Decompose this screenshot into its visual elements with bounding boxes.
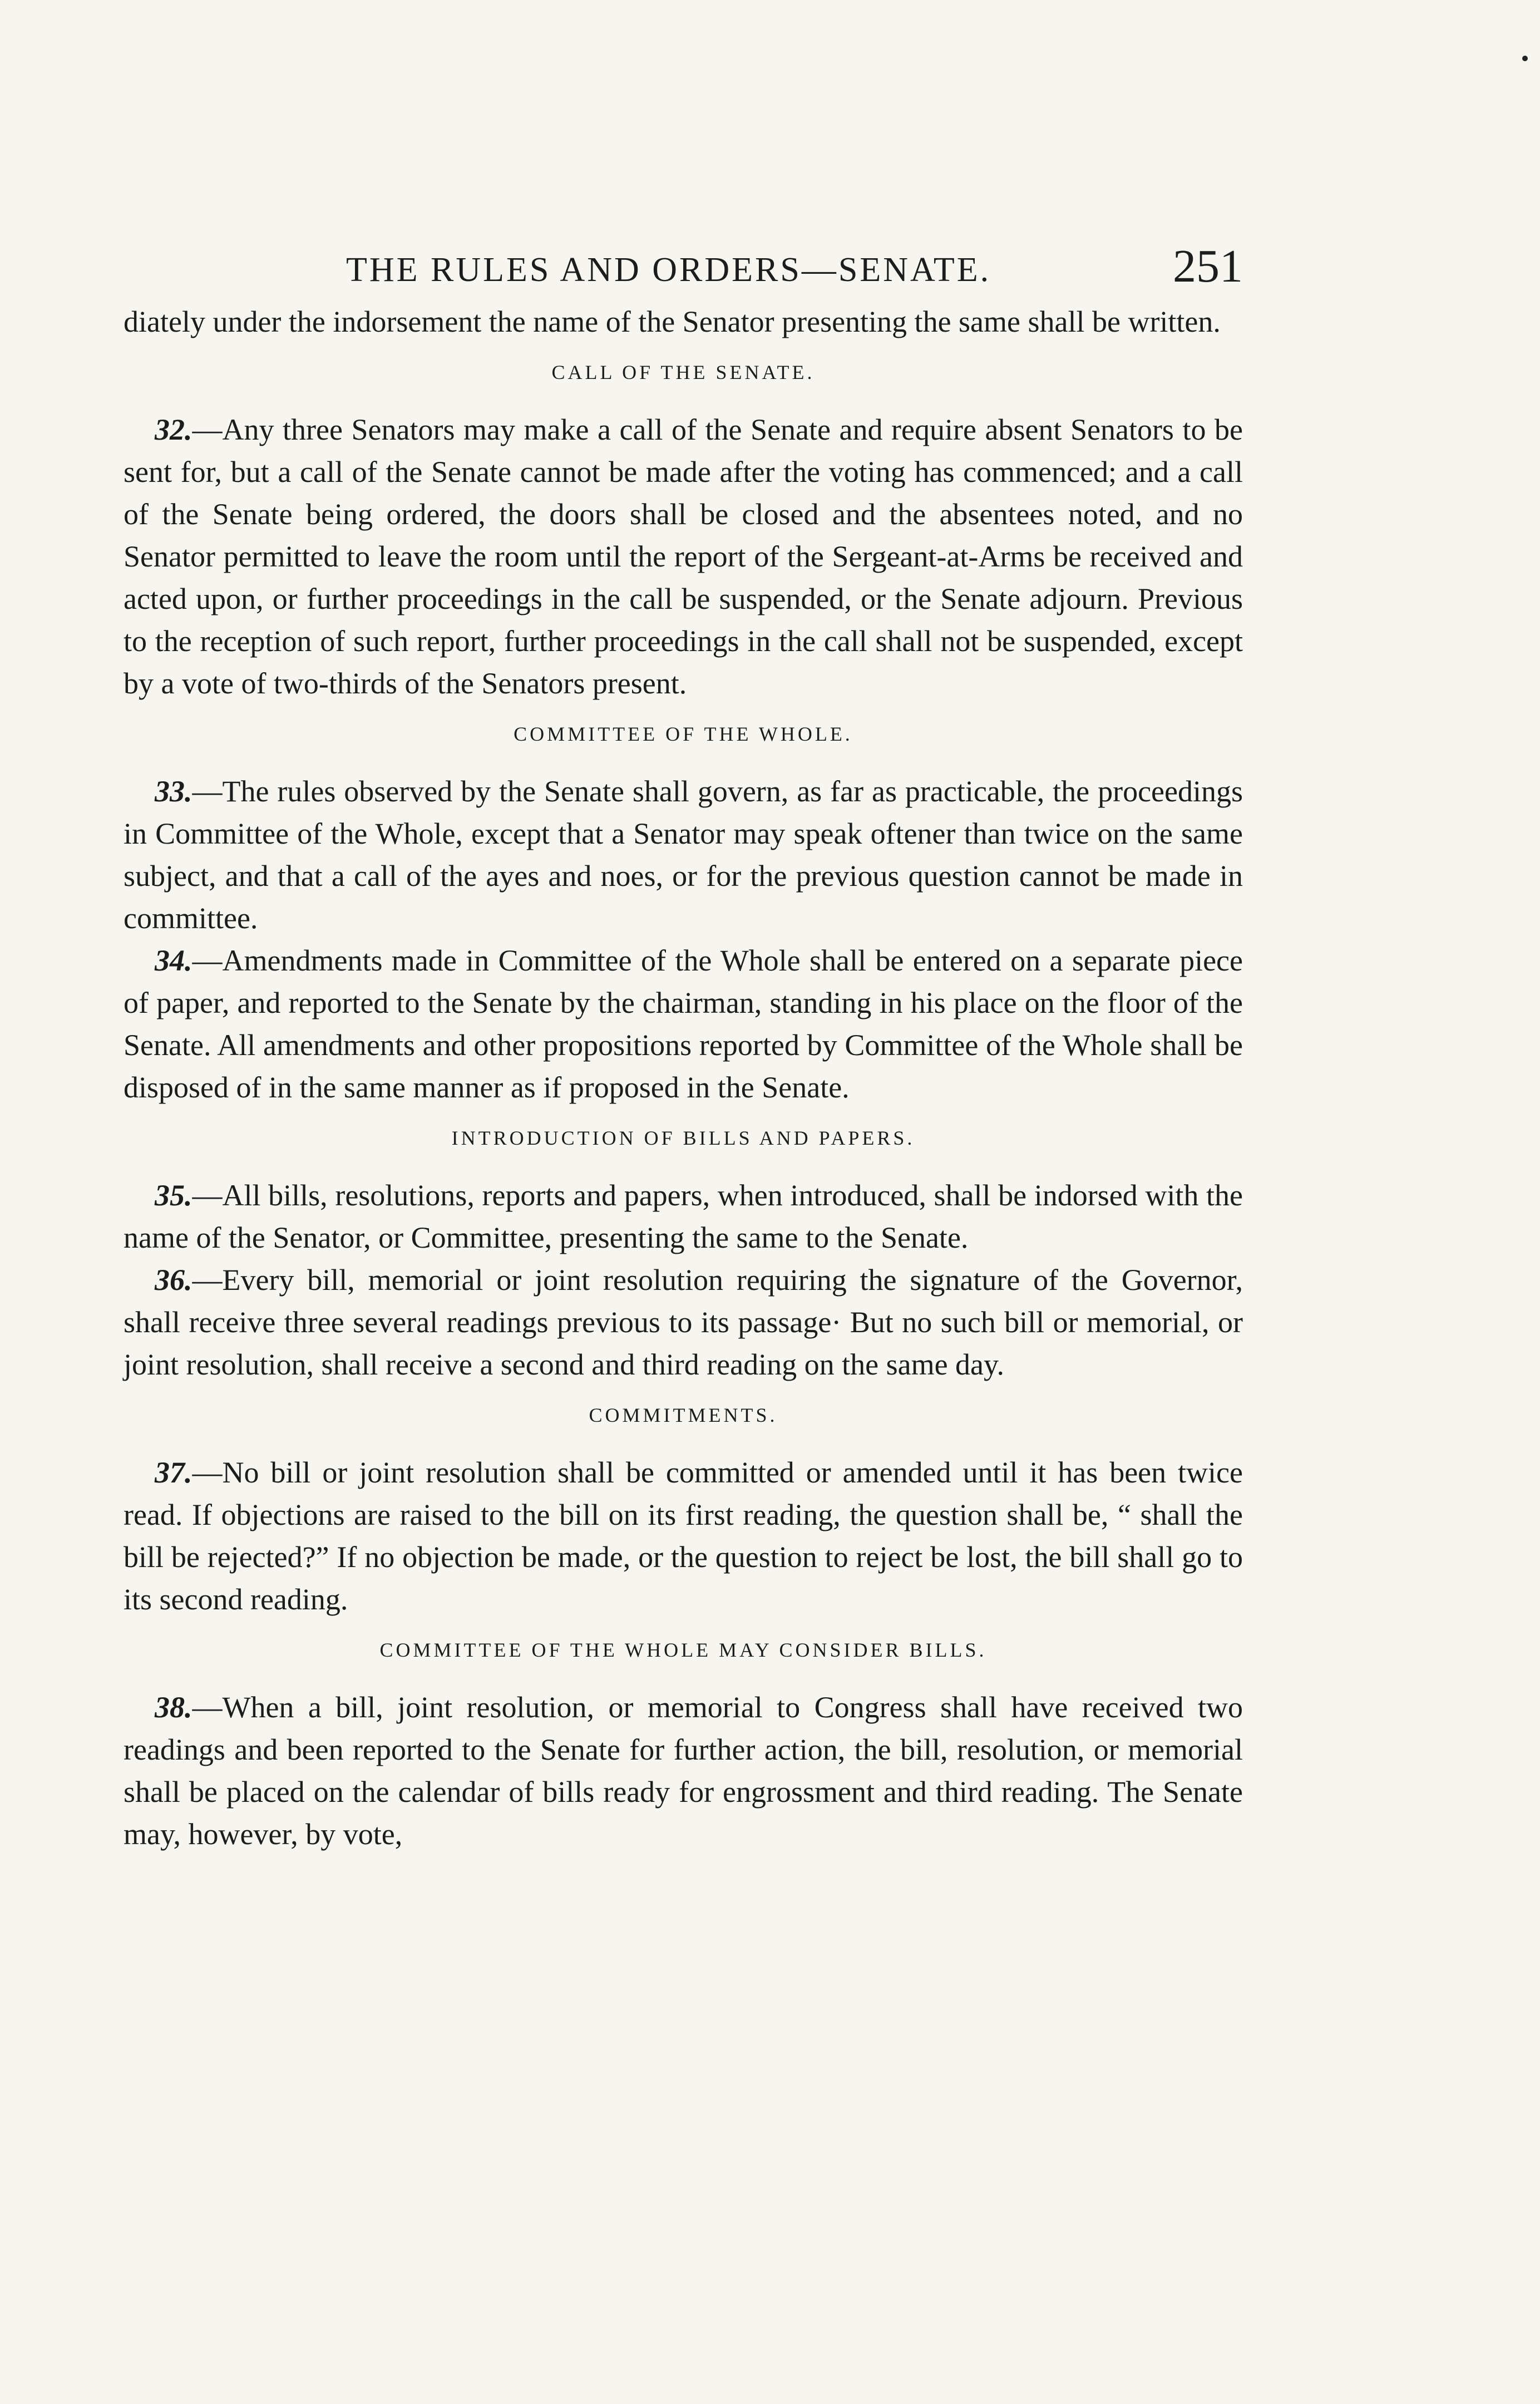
section-heading-commitments: COMMITMENTS. — [589, 1404, 778, 1426]
rule-text: —Amendments made in Committee of the Whole shall be entered on a separate piece of paper, and reported to the Senate by the chairman, standing in his place on the floor of the Senate. All amendments and other propositions reported by Committee of the Whole shall be disposed of in the same manner as if proposed in the Senate. — [124, 944, 1243, 1104]
rule-text: —Any three Senators may make a call of the Senate and require absent Senators to be sent for, but a call of the Senate cannot be made after the voting has commenced; and a call of the Senate being ordered, the doors shall be closed and the absentees noted, and no Senator permitted to leave the room until the report of the Sergeant-at-Arms be received and acted upon, or further proceedings in the call be suspended, or the Senate adjourn. Previous to the reception of such report, further proceedings in the call shall not be suspended, except by a vote of two-thirds of the Senators present. — [124, 413, 1243, 700]
section-heading-call-of-the-senate: CALL OF THE SENATE. — [551, 361, 815, 383]
rule-36 — [124, 1259, 1243, 1386]
section-heading-committee-may-consider-bills: COMMITTEE OF THE WHOLE MAY CONSIDER BILLS. — [379, 1639, 987, 1661]
rule-33 — [124, 770, 1243, 939]
rule-number: 38. — [155, 1691, 192, 1724]
running-title: THE RULES AND ORDERS—SENATE. — [346, 251, 991, 289]
ink-speck — [1522, 56, 1528, 61]
section-heading-introduction-of-bills: INTRODUCTION OF BILLS AND PAPERS. — [451, 1127, 915, 1149]
rule-number: 37. — [155, 1456, 192, 1489]
book-page — [124, 239, 1243, 1855]
page-number: 251 — [1173, 240, 1243, 292]
rule-number: 32. — [155, 413, 192, 446]
rule-34 — [124, 939, 1243, 1109]
rule-number: 34. — [155, 944, 192, 977]
rule-35 — [124, 1174, 1243, 1259]
rule-text: —The rules observed by the Senate shall govern, as far as practicable, the proceedings in Committee of the Whole, except that a Senator may speak oftener than twice on the same subject, and that a call of the ayes and noes, or for the previous question cannot be made in committee. — [124, 775, 1243, 935]
section-heading-committee-of-the-whole: COMMITTEE OF THE WHOLE. — [514, 723, 853, 745]
rule-number: 33. — [155, 775, 192, 808]
rule-37 — [124, 1451, 1243, 1620]
rule-text: —No bill or joint resolution shall be committed or amended until it has been twice read. If objections are raised to the bill on its first reading, the question shall be, “ shall the bill be rejected?” If no objection be made, or the question to reject be lost, the bill shall go to its second reading. — [124, 1456, 1243, 1616]
rule-32 — [124, 408, 1243, 705]
rule-38 — [124, 1686, 1243, 1855]
continuation-paragraph: diately under the indorsement the name of the Senator presenting the same shall be written. — [124, 305, 1221, 338]
rule-text: —When a bill, joint resolution, or memorial to Congress shall have received two readings and been reported to the Senate for further action, the bill, resolution, or memorial shall be placed on the calendar of bills ready for engrossment and third reading. The Senate may, however, by vote, — [124, 1691, 1243, 1851]
rule-number: 35. — [155, 1179, 192, 1212]
rule-text: —All bills, resolutions, reports and papers, when introduced, shall be indorsed with the name of the Senator, or Committee, presenting the same to the Senate. — [124, 1179, 1243, 1254]
running-head — [124, 239, 1243, 300]
rule-text: —Every bill, memorial or joint resolution requiring the signature of the Governor, shall receive three several readings previous to its passage· But no such bill or memorial, or joint resolution, shall receive a second and third reading on the same day. — [124, 1263, 1243, 1381]
rule-number: 36. — [155, 1263, 192, 1297]
